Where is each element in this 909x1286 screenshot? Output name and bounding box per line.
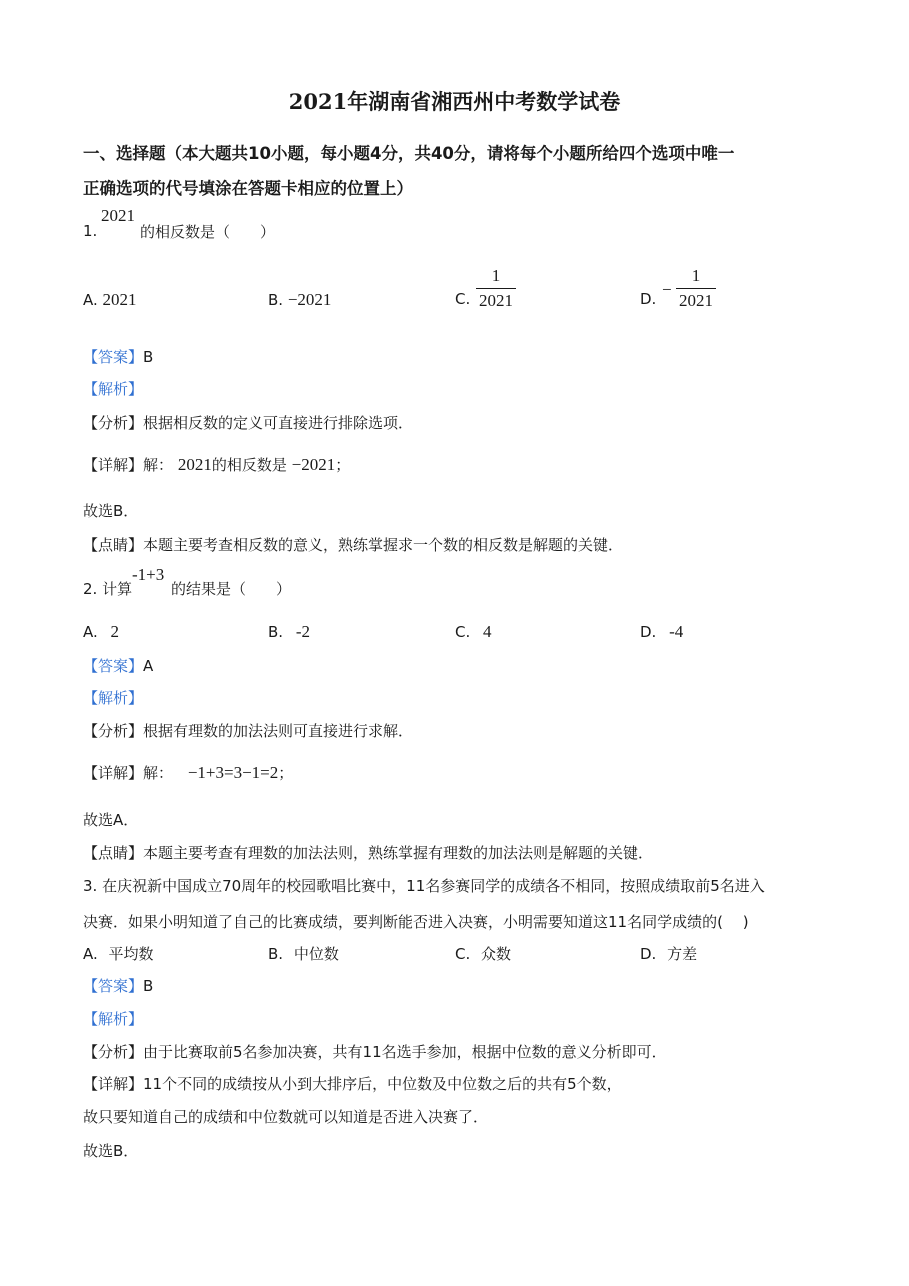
xiangjie-b: −2021 [291,455,336,474]
q1-expression: 2021 [101,206,135,225]
q2-number: 2. [83,580,98,598]
xiangjie-a: 2021 [177,455,212,474]
q1-analysis-tag: 【解析】 [83,380,144,398]
q1-answer [83,346,153,367]
q1-option-c-letter: C. [455,290,471,308]
xiangjie-tag: 【详解】 [83,456,144,474]
q1-option-d-letter: D. [640,290,657,308]
q3-fenxi [83,1041,667,1062]
q2-xiangjie [83,762,293,783]
answer-value: A [143,657,154,675]
option-letter: C. [455,945,471,963]
section-heading-line2: 正确选项的代号填涂在答题卡相应的位置上） [83,179,413,198]
q3-choose: 故选B． [83,1142,139,1160]
q1-option-c-fraction [476,266,516,311]
q2-answer [83,655,153,676]
fraction-denominator: 2021 [679,291,713,310]
xiangjie-mid: 的相反数是 [211,456,287,474]
option-value: 2021 [102,290,137,309]
q1-xiangjie [83,454,350,475]
option-letter: A. [83,623,98,641]
answer-value: B [143,348,154,366]
page-title: 2021年湖南省湘西州中考数学试卷 [288,89,621,114]
q1-choose: 故选B． [83,502,139,520]
q2-dianjing [83,842,653,863]
dianjing-text: 本题主要考查相反数的意义，熟练掌握求一个数的相反数是解题的关键． [143,536,624,554]
q1-option-a [83,290,137,310]
option-letter: C. [455,623,471,641]
q1-stem: 的相反数是（ ） [140,223,276,241]
q3-option-c [455,943,511,964]
q1-option-b [268,290,331,310]
q1-dianjing [83,534,623,555]
option-letter: B. [268,623,284,641]
option-letter: D. [640,945,657,963]
xiangjie-end: ； [335,456,351,474]
fraction-bar [676,288,716,289]
option-value: 4 [483,622,492,641]
fraction-bar [476,288,516,289]
q3-xiangjie-line2: 故只要知道自己的成绩和中位数就可以知道是否进入决赛了． [83,1108,489,1126]
option-value: -4 [669,622,684,641]
q2-option-c [455,622,492,642]
fenxi-tag: 【分析】 [83,1043,144,1061]
q2-analysis-tag: 【解析】 [83,689,144,707]
q3-stem-line2: 决赛．如果小明知道了自己的比赛成绩，要判断能否进入决赛，小明需要知道这11名同学成绩的( ) [83,913,749,931]
q2-choose: 故选A． [83,811,139,829]
q3-option-a [83,943,154,964]
q1-option-d-sign: − [662,280,672,299]
option-value: 众数 [481,945,512,963]
q3-option-b [268,943,339,964]
q1-number: 1. [83,222,98,240]
option-letter: D. [640,623,657,641]
option-letter: A. [83,291,98,309]
answer-value: B [143,977,154,995]
q1-fenxi [83,412,413,433]
option-value: 2 [110,622,120,641]
q2-stem-line [83,578,132,599]
q3-answer [83,975,153,996]
xiangjie-pre: 解： [143,456,174,474]
q2-option-b [268,622,310,642]
dianjing-text: 本题主要考查有理数的加法法则，熟练掌握有理数的加法法则是解题的关键． [143,844,654,862]
answer-tag: 【答案】 [83,348,144,366]
q2-option-a [83,622,119,642]
fenxi-text: 根据有理数的加法法则可直接进行求解． [143,722,414,740]
xiangjie-tag: 【详解】 [83,1075,144,1093]
xiangjie-pre: 解： [143,764,174,782]
xiangjie-tag: 【详解】 [83,764,144,782]
fenxi-text: 由于比赛取前5名参加决赛，共有11名选手参加，根据中位数的意义分析即可． [143,1043,667,1061]
q1-option-d-fraction [676,266,716,311]
xiangjie-expr: −1+3=3−1=2 [187,763,279,782]
fraction-numerator: 1 [691,266,701,285]
option-value: −2021 [287,290,332,309]
section-heading-line1: 一、选择题（本大题共10小题，每小题4分，共40分，请将每个小题所给四个选项中唯一 [83,144,735,163]
fenxi-tag: 【分析】 [83,414,144,432]
option-value: 方差 [667,945,698,963]
option-letter: B. [268,291,284,309]
fraction-denominator: 2021 [479,291,513,310]
answer-tag: 【答案】 [83,977,144,995]
answer-tag: 【答案】 [83,657,144,675]
q3-stem-line1: 3. 在庆祝新中国成立70周年的校园歌唱比赛中，11名参赛同学的成绩各不相同，按照成绩取前5名进入 [83,877,765,895]
dianjing-tag: 【点睛】 [83,536,144,554]
fraction-numerator: 1 [491,266,501,285]
xiangjie-text: 11个不同的成绩按从小到大排序后，中位数及中位数之后的共有5个数， [143,1075,622,1093]
q2-option-d [640,622,683,642]
option-letter: B. [268,945,284,963]
q3-xiangjie [83,1073,622,1094]
fenxi-tag: 【分析】 [83,722,144,740]
dianjing-tag: 【点睛】 [83,844,144,862]
q2-stem: 的结果是（ ） [171,580,292,598]
xiangjie-end: ； [278,764,294,782]
option-value: -2 [295,622,311,641]
option-value: 平均数 [108,945,154,963]
q3-option-d [640,943,697,964]
q3-analysis-tag: 【解析】 [83,1010,144,1028]
fenxi-text: 根据相反数的定义可直接进行排除选项． [143,414,414,432]
q2-pre: 计算 [102,580,133,598]
q2-fenxi [83,720,413,741]
option-letter: A. [83,945,98,963]
q2-expression: -1+3 [132,565,165,584]
option-value: 中位数 [293,945,339,963]
